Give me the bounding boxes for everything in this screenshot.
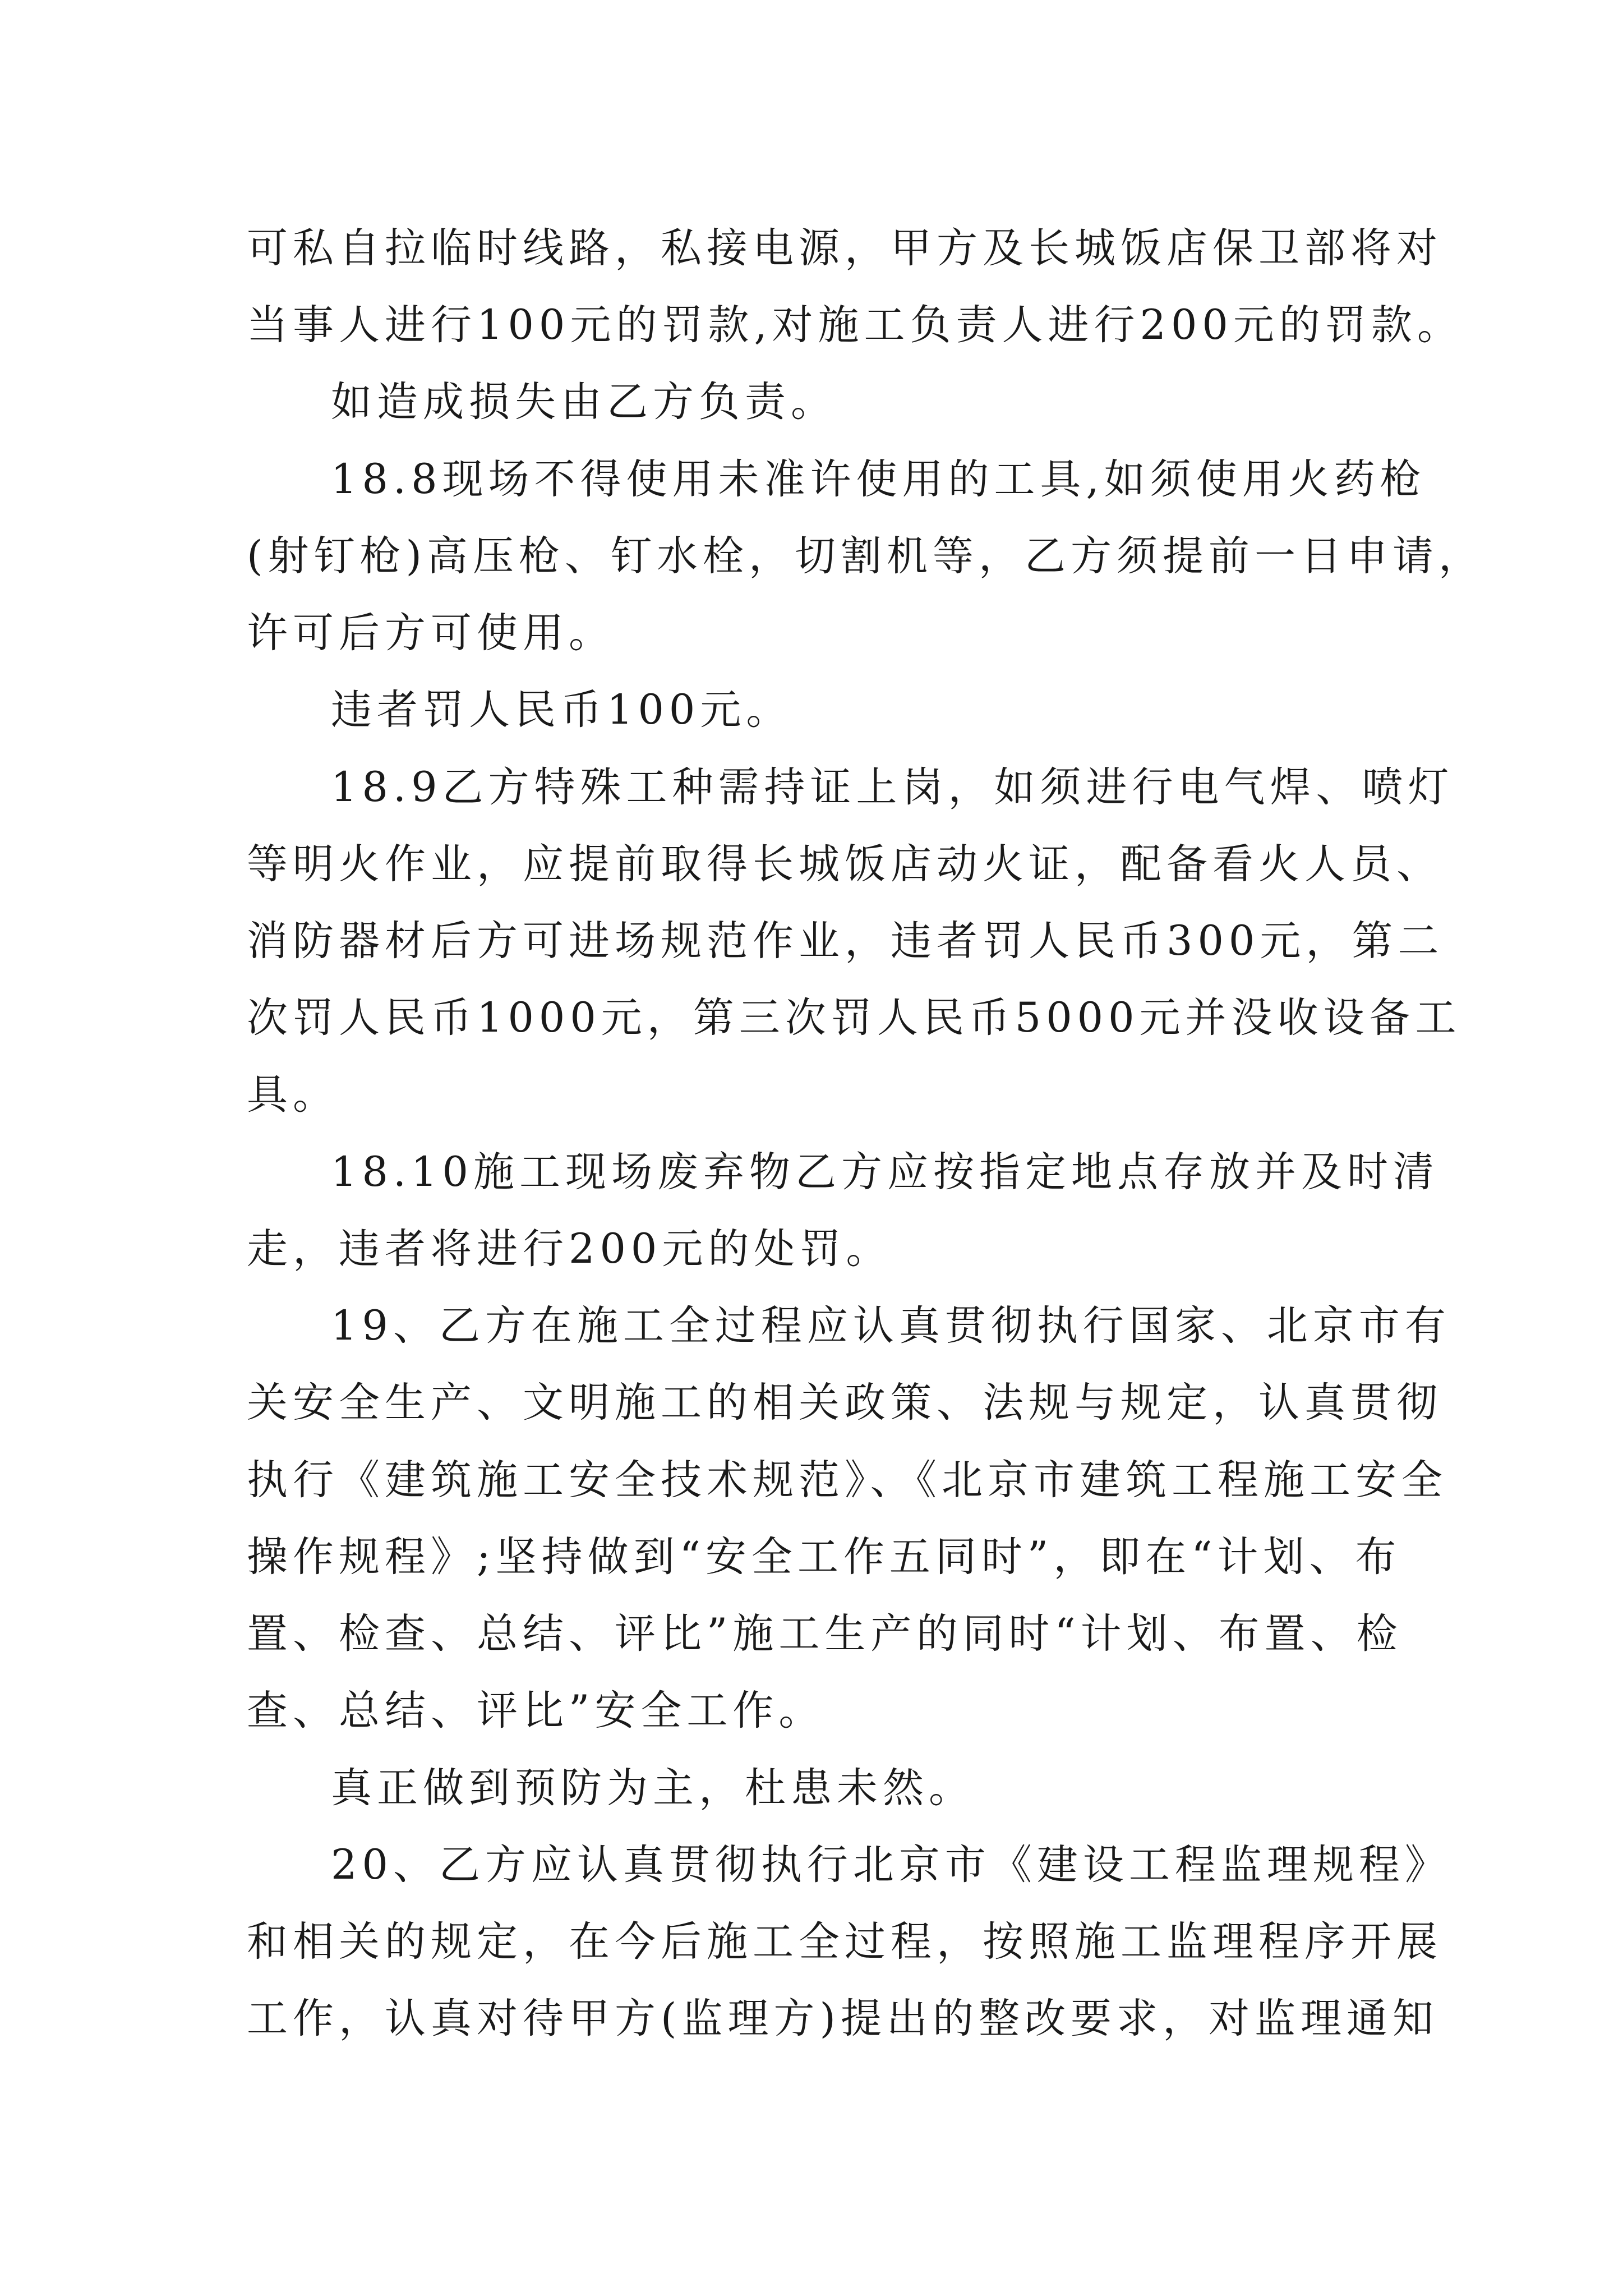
text-line: 消防器材后方可进场规范作业，违者罚人民币300元，第二 bbox=[247, 917, 1444, 965]
text-line: 关安全生产、文明施工的相关政策、法规与规定，认真贯彻 bbox=[247, 1379, 1442, 1427]
text-line: 等明火作业，应提前取得长城饭店动火证，配备看火人员、 bbox=[247, 840, 1442, 888]
text-line: (射钉枪)高压枪、钉水栓，切割机等，乙方须提前一日申请， bbox=[247, 532, 1484, 580]
text-line: 具。 bbox=[247, 1071, 339, 1119]
text-line: 20、乙方应认真贯彻执行北京市《建设工程监理规程》 bbox=[331, 1841, 1451, 1889]
text-line: 次罚人民币1000元，第三次罚人民币5000元并没收设备工 bbox=[247, 994, 1461, 1042]
text-line: 违者罚人民币100元。 bbox=[331, 686, 792, 734]
text-line: 当事人进行100元的罚款,对施工负责人进行200元的罚款。 bbox=[247, 301, 1463, 349]
text-line: 置、检查、总结、评比”施工生产的同时“计划、布置、检 bbox=[247, 1610, 1403, 1658]
text-line: 和相关的规定，在今后施工全过程，按照施工监理程序开展 bbox=[247, 1918, 1442, 1966]
text-line: 18.8现场不得使用未准许使用的工具,如须使用火药枪 bbox=[331, 455, 1426, 503]
text-line: 执行《建筑施工安全技术规范》、《北京市建筑工程施工安全 bbox=[247, 1456, 1447, 1504]
text-line: 如造成损失由乙方负责。 bbox=[331, 378, 837, 426]
text-line: 操作规程》;坚持做到“安全工作五同时”，即在“计划、布 bbox=[247, 1533, 1401, 1581]
text-line: 18.10施工现场废弃物乙方应按指定地点存放并及时清 bbox=[331, 1148, 1439, 1196]
text-line: 19、乙方在施工全过程应认真贯彻执行国家、北京市有 bbox=[331, 1302, 1451, 1350]
text-line: 18.9乙方特殊工种需持证上岗，如须进行电气焊、喷灯 bbox=[331, 763, 1454, 811]
text-line: 工作，认真对待甲方(监理方)提出的整改要求，对监理通知 bbox=[247, 1995, 1438, 2042]
text-line: 走，违者将进行200元的处罚。 bbox=[247, 1225, 892, 1273]
text-line: 查、总结、评比”安全工作。 bbox=[247, 1687, 825, 1734]
text-line: 可私自拉临时线路，私接电源，甲方及长城饭店保卫部将对 bbox=[247, 224, 1442, 272]
text-line: 许可后方可使用。 bbox=[247, 609, 615, 657]
text-line: 真正做到预防为主，杜患未然。 bbox=[331, 1764, 975, 1812]
